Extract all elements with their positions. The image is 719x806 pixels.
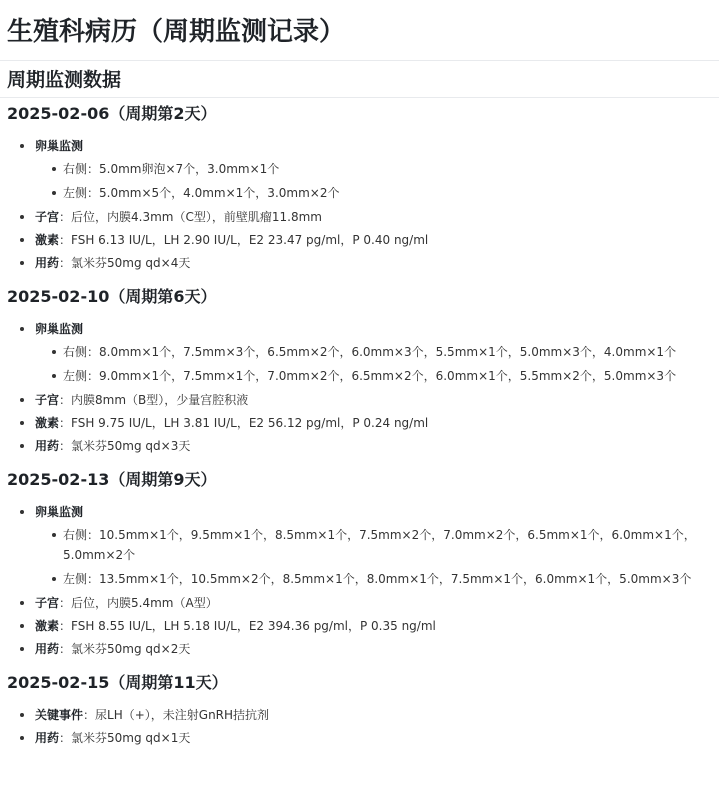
hormone-value: ：FSH 9.75 IU/L，LH 3.81 IU/L，E2 56.12 pg/ml，P 0.24 ng/ml [59,416,429,430]
hormone-item [0,231,719,249]
medication-label: 用药 [35,731,60,745]
uterus-value: ：内膜8mm（B型），少量宫腔积液 [59,393,249,407]
section-title: 周期监测数据 [0,61,719,98]
hormone-value: ：FSH 8.55 IU/L，LH 5.18 IU/L，E2 394.36 pg/ml，P 0.35 ng/ml [59,619,436,633]
medication-item [0,437,719,455]
key-event-label: 关键事件 [35,708,84,722]
uterus-item [0,594,719,612]
day-details [0,494,719,667]
hormone-label: 激素 [35,233,60,247]
uterus-label: 子宫 [35,596,60,610]
day-details [0,311,719,464]
key-event-item [0,706,719,724]
day-heading: 2025-02-06（周期第2天） [7,104,217,123]
medication-item [0,729,719,747]
ovary-monitoring-item [0,137,719,203]
medication-label: 用药 [35,256,60,270]
ovary-label: 卵巢监测 [35,139,84,153]
medication-value: ：氯米芬50mg qd×4天 [59,256,191,270]
day-heading: 2025-02-15（周期第11天） [7,673,228,692]
left-ovary: 左侧：13.5mm×1个，10.5mm×2个，8.5mm×1个，8.0mm×1个，7.5mm×1个，6.0mm×1个，5.0mm×3个 [35,569,719,589]
ovary-sides [35,159,719,203]
day-heading: 2025-02-10（周期第6天） [7,287,217,306]
page-title: 生殖科病历（周期监测记录） [0,0,719,61]
ovary-label: 卵巢监测 [35,322,84,336]
hormone-label: 激素 [35,619,60,633]
hormone-item [0,414,719,432]
medication-value: ：氯米芬50mg qd×1天 [59,731,191,745]
ovary-sides [35,525,719,589]
uterus-label: 子宫 [35,393,60,407]
right-ovary: 右侧：5.0mm卵泡×7个，3.0mm×1个 [35,159,719,179]
medication-value: ：氯米芬50mg qd×2天 [59,642,191,656]
ovary-sides [35,342,719,386]
ovary-monitoring-item [0,320,719,386]
medication-label: 用药 [35,439,60,453]
medication-label: 用药 [35,642,60,656]
hormone-value: ：FSH 6.13 IU/L，LH 2.90 IU/L，E2 23.47 pg/ml，P 0.40 ng/ml [59,233,429,247]
key-event-value: ：尿LH（+），未注射GnRH拮抗剂 [83,708,270,722]
hormone-label: 激素 [35,416,60,430]
day-details [0,128,719,281]
left-ovary: 左侧：5.0mm×5个，4.0mm×1个，3.0mm×2个 [35,183,719,203]
medication-value: ：氯米芬50mg qd×3天 [59,439,191,453]
day-heading: 2025-02-13（周期第9天） [7,470,217,489]
uterus-item [0,208,719,226]
left-ovary: 左侧：9.0mm×1个，7.5mm×1个，7.0mm×2个，6.5mm×2个，6.0mm×1个，5.5mm×2个，5.0mm×3个 [35,366,719,386]
uterus-value: ：后位，内膜4.3mm（C型），前壁肌瘤11.8mm [59,210,322,224]
day-details [0,697,719,756]
medication-item [0,640,719,658]
ovary-label: 卵巢监测 [35,505,84,519]
uterus-label: 子宫 [35,210,60,224]
right-ovary: 右侧：8.0mm×1个，7.5mm×3个，6.5mm×2个，6.0mm×3个，5.5mm×1个，5.0mm×3个，4.0mm×1个 [35,342,719,362]
uterus-item [0,391,719,409]
right-ovary: 右侧：10.5mm×1个，9.5mm×1个，8.5mm×1个，7.5mm×2个，7.0mm×2个，6.5mm×1个，6.0mm×1个，5.0mm×2个 [35,525,719,565]
uterus-value: ：后位，内膜5.4mm（A型） [59,596,218,610]
hormone-item [0,617,719,635]
medication-item [0,254,719,272]
ovary-monitoring-item [0,503,719,589]
